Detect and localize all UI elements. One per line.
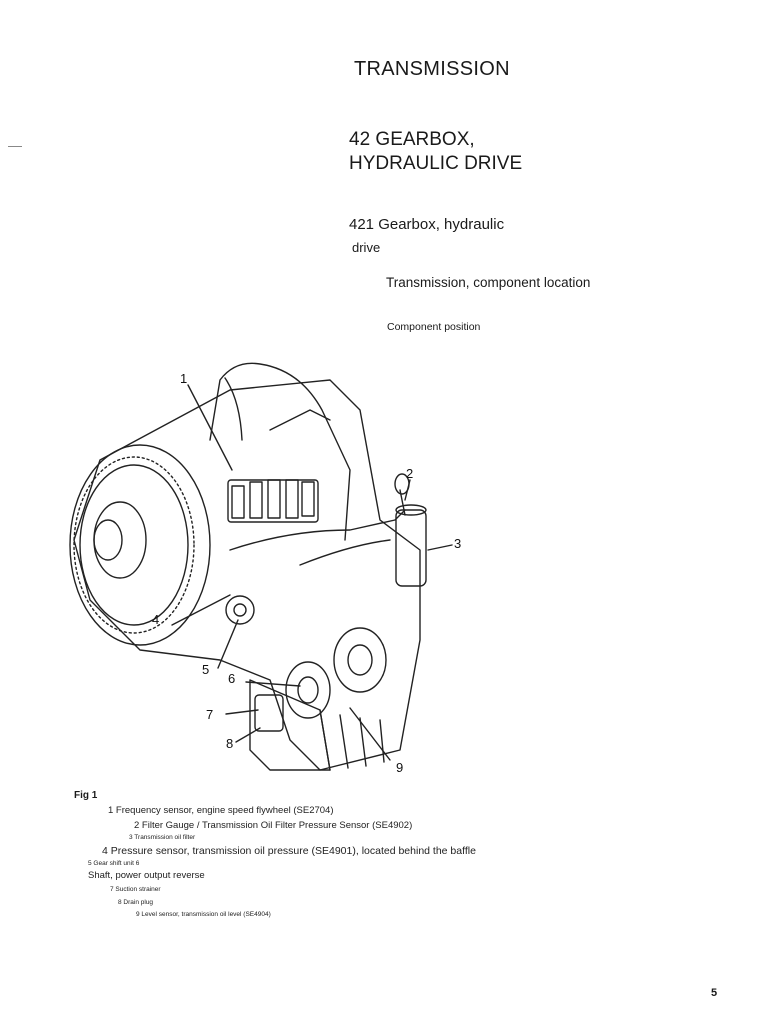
legend-item-4: 4 Pressure sensor, transmission oil pressure (SE4901), located behind the baffle — [102, 845, 476, 857]
callout-5: 5 — [202, 662, 210, 677]
legend-item-9: 9 Level sensor, transmission oil level (SE4904) — [136, 911, 271, 918]
transmission-illustration — [60, 350, 500, 790]
group-title: 421 Gearbox, hydraulic — [349, 216, 505, 233]
legend-item-2: 2 Filter Gauge / Transmission Oil Filter Pressure Sensor (SE4902) — [134, 820, 413, 831]
callout-2: 2 — [406, 466, 414, 481]
legend-item-3: 3 Transmission oil filter — [129, 834, 196, 841]
callout-8: 8 — [226, 736, 234, 751]
page-number: 5 — [711, 987, 718, 999]
legend-item-7: 7 Suction strainer — [110, 886, 161, 893]
callout-1: 1 — [180, 371, 188, 386]
legend-item-5: 5 Gear shift unit 6 — [88, 860, 140, 867]
legend-item-8: 8 Drain plug — [118, 899, 154, 906]
callout-9: 9 — [396, 760, 404, 775]
chapter-title — [349, 128, 522, 176]
section-title: TRANSMISSION — [354, 58, 510, 80]
component-position-title: Component position — [387, 321, 481, 333]
legend-item-6: Shaft, power output reverse — [88, 870, 205, 881]
component-location-title: Transmission, component location — [386, 275, 591, 290]
callout-4: 4 — [152, 612, 160, 627]
callout-3: 3 — [454, 536, 462, 551]
group-title-cont: drive — [352, 240, 381, 255]
margin-mark — [8, 146, 22, 147]
chapter-title-line1: 42 GEARBOX, — [349, 129, 475, 150]
callout-7: 7 — [206, 707, 214, 722]
callout-6: 6 — [228, 671, 236, 686]
chapter-title-line2: HYDRAULIC DRIVE — [349, 153, 523, 174]
legend-item-1: 1 Frequency sensor, engine speed flywheel (SE2704) — [108, 805, 334, 816]
figure-caption: Fig 1 — [74, 790, 98, 801]
